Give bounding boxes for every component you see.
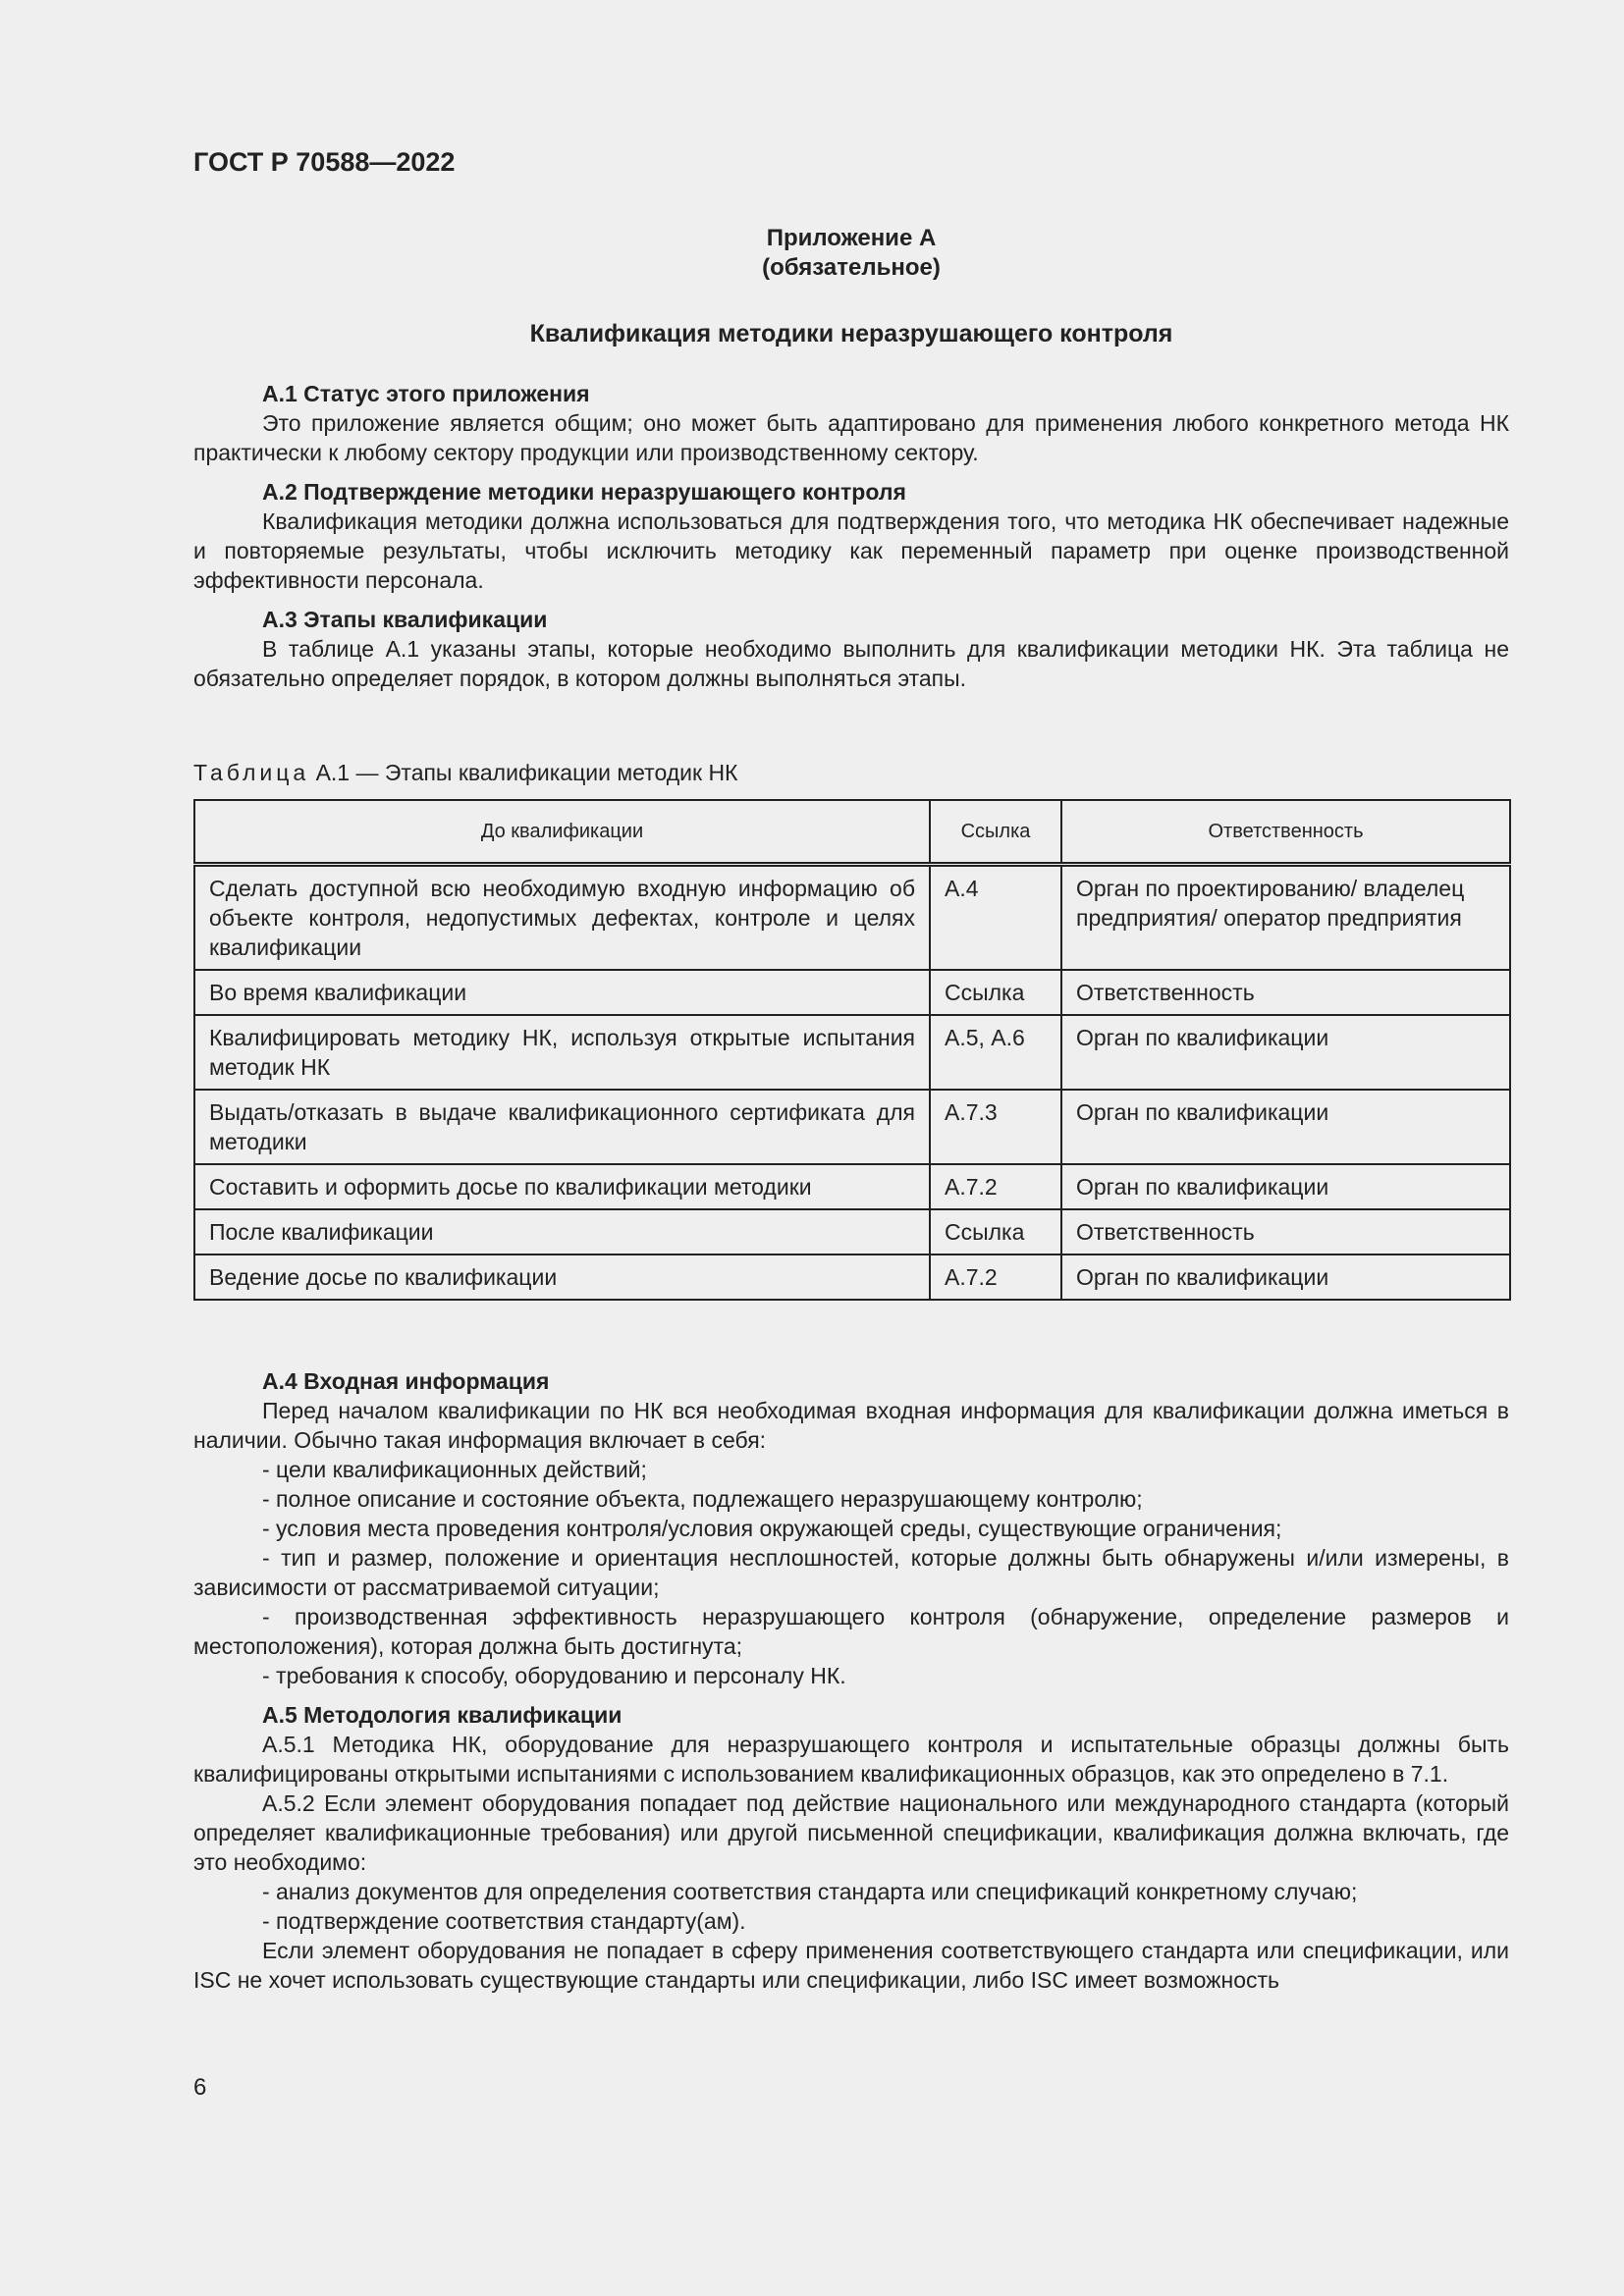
table-cell: Сделать доступной всю необходимую входную информацию об объекте контроля, недопустимых дефектах, контроле и целях квалификации — [194, 865, 930, 971]
document-code: ГОСТ Р 70588—2022 — [193, 147, 456, 177]
table-cell: Во время квалификации — [194, 970, 930, 1015]
qualification-stages-table — [193, 799, 1511, 1301]
list-item: - подтверждение соответствия стандарту(ам). — [262, 1908, 746, 1934]
table-cell: Ответственность — [1061, 1209, 1510, 1255]
annex-label: Приложение А — [766, 225, 937, 251]
table-cell: Орган по квалификации — [1061, 1015, 1510, 1090]
section-paragraph: Это приложение является общим; оно может быть адаптировано для применения любого конкретного метода НК практически к любому сектору продукции или производственному сектору. — [193, 410, 1509, 465]
table-caption-prefix: Таблица — [193, 760, 310, 785]
table-cell: Квалифицировать методику НК, используя открытые испытания методик НК — [194, 1015, 930, 1090]
section-heading-a5: А.5 Методология квалификации — [262, 1702, 623, 1728]
table-cell: Орган по квалификации — [1061, 1164, 1510, 1209]
table-cell: А.4 — [930, 865, 1061, 971]
table-header-row — [194, 800, 1510, 865]
table-header-cell: До квалификации — [194, 800, 930, 865]
list-item: - полное описание и состояние объекта, подлежащего неразрушающему контролю; — [262, 1486, 1143, 1512]
table-row — [194, 1255, 1510, 1300]
annex-heading — [193, 224, 1509, 283]
table-cell: Орган по проектированию/ владелец предприятия/ оператор предприятия — [1061, 865, 1510, 971]
table-header-cell: Ответственность — [1061, 800, 1510, 865]
table-cell: После квалификации — [194, 1209, 930, 1255]
section-paragraph: А.5.2 Если элемент оборудования попадает под действие национального или международного стандарта (который определяет квалификационные требования) или другой письменной спецификации, квалификация должна включать, где это необходимо: — [193, 1790, 1509, 1875]
table-cell: Составить и оформить досье по квалификации методики — [194, 1164, 930, 1209]
table-cell: Ссылка — [930, 970, 1061, 1015]
section-heading-a1: А.1 Статус этого приложения — [262, 381, 590, 406]
table-caption-text: А.1 — Этапы квалификации методик НК — [309, 760, 738, 785]
table-row — [194, 865, 1510, 971]
table-row — [194, 970, 1510, 1015]
table-cell: А.7.3 — [930, 1090, 1061, 1164]
list-item: - условия места проведения контроля/условия окружающей среды, существующие ограничения; — [262, 1516, 1282, 1541]
list-item: - тип и размер, положение и ориентация несплошностей, которые должны быть обнаружены и/или измерены, в зависимости от рассматриваемой ситуации; — [193, 1545, 1509, 1600]
table-cell: Ведение досье по квалификации — [194, 1255, 930, 1300]
list-item: - цели квалификационных действий; — [262, 1457, 647, 1482]
page-number: 6 — [193, 2074, 207, 2101]
section-paragraph: Если элемент оборудования не попадает в сферу применения соответствующего стандарта или спецификации, или ISC не хочет использовать существующие стандарты или спецификации, либо ISC имеет возможность — [193, 1938, 1509, 1993]
table-header-cell: Ссылка — [930, 800, 1061, 865]
table-row — [194, 1164, 1510, 1209]
table-row — [194, 1090, 1510, 1164]
section-paragraph: А.5.1 Методика НК, оборудование для неразрушающего контроля и испытательные образцы должны быть квалифицированы открытыми испытаниями с использованием квалификационных образцов, как это определено в 7.1. — [193, 1732, 1509, 1787]
sections-bottom — [193, 1366, 1509, 1995]
table-cell: А.5, А.6 — [930, 1015, 1061, 1090]
section-paragraph: Квалификация методики должна использоваться для подтверждения того, что методика НК обеспечивает надежные и повторяемые результаты, чтобы исключить методику как переменный параметр при оценке производственной эффективности персонала. — [193, 508, 1509, 593]
sections-top — [193, 379, 1509, 693]
annex-status: (обязательное) — [762, 254, 941, 281]
table-cell: Орган по квалификации — [1061, 1255, 1510, 1300]
section-heading-a2: А.2 Подтверждение методики неразрушающего контроля — [262, 479, 906, 505]
table-cell: Орган по квалификации — [1061, 1090, 1510, 1164]
table-cell: А.7.2 — [930, 1255, 1061, 1300]
annex-title: Квалификация методики неразрушающего контроля — [529, 320, 1173, 347]
table-cell: А.7.2 — [930, 1164, 1061, 1209]
section-paragraph: В таблице А.1 указаны этапы, которые необходимо выполнить для квалификации методики НК. Эта таблица не обязательно определяет порядок, в котором должны выполняться этапы. — [193, 636, 1509, 691]
table-caption — [193, 758, 737, 787]
list-item: - анализ документов для определения соответствия стандарта или спецификаций конкретному случаю; — [262, 1879, 1358, 1904]
list-item: - производственная эффективность неразрушающего контроля (обнаружение, определение размеров и местоположения), которая должна быть достигнута; — [193, 1604, 1509, 1659]
table-cell: Ссылка — [930, 1209, 1061, 1255]
table-cell: Выдать/отказать в выдаче квалификационного сертификата для методики — [194, 1090, 930, 1164]
table-row — [194, 1209, 1510, 1255]
section-heading-a4: А.4 Входная информация — [262, 1368, 550, 1394]
list-item: - требования к способу, оборудованию и персоналу НК. — [262, 1663, 846, 1688]
section-paragraph: Перед началом квалификации по НК вся необходимая входная информация для квалификации должна иметься в наличии. Обычно такая информация включает в себя: — [193, 1398, 1509, 1453]
table-row — [194, 1015, 1510, 1090]
table-cell: Ответственность — [1061, 970, 1510, 1015]
section-heading-a3: А.3 Этапы квалификации — [262, 607, 548, 632]
